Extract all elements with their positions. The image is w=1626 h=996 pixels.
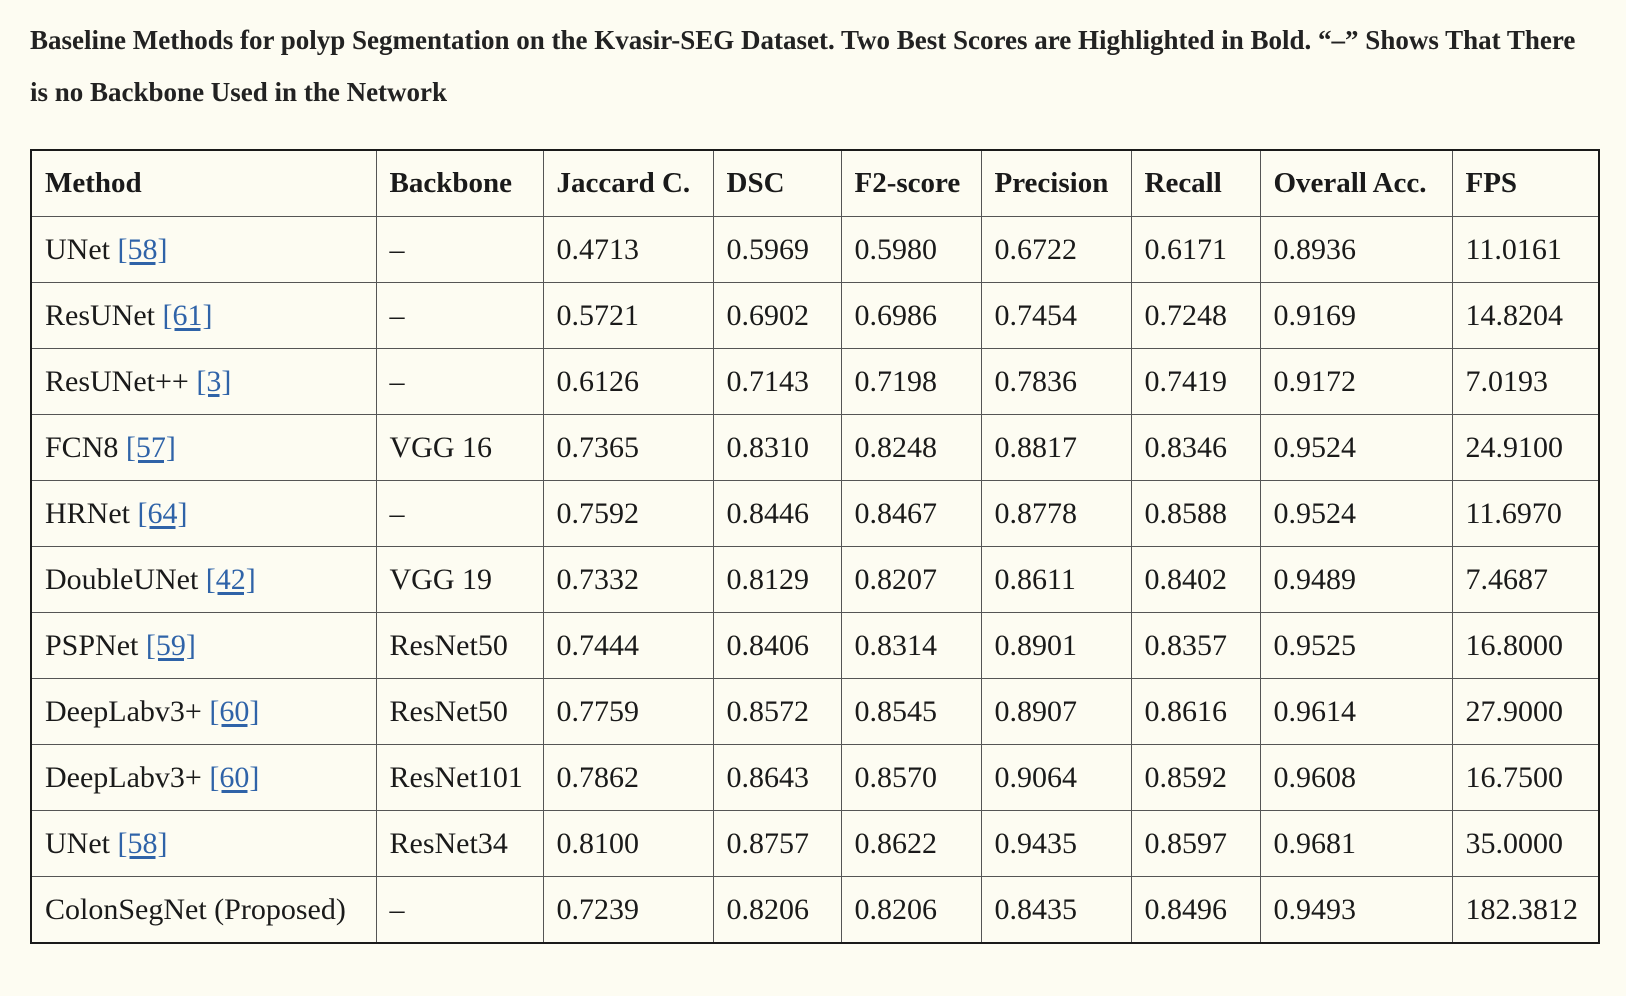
method-name: ResUNet++ bbox=[45, 364, 189, 398]
method-cell bbox=[31, 349, 376, 415]
fps-cell: 182.3812 bbox=[1452, 877, 1599, 944]
backbone-cell: ResNet50 bbox=[376, 613, 543, 679]
overall-acc-cell: 0.9524 bbox=[1260, 415, 1452, 481]
overall-acc-cell: 0.9614 bbox=[1260, 679, 1452, 745]
overall-acc-cell: 0.9489 bbox=[1260, 547, 1452, 613]
recall-cell: 0.8357 bbox=[1131, 613, 1260, 679]
backbone-cell: VGG 16 bbox=[376, 415, 543, 481]
jaccard-cell: 0.4713 bbox=[543, 217, 713, 283]
dsc-cell: 0.7143 bbox=[713, 349, 841, 415]
table-row bbox=[31, 745, 1599, 811]
precision-cell: 0.9064 bbox=[981, 745, 1131, 811]
citation-link[interactable]: [57] bbox=[125, 430, 176, 464]
table-row bbox=[31, 283, 1599, 349]
method-cell bbox=[31, 547, 376, 613]
header-jaccard: Jaccard C. bbox=[543, 150, 713, 217]
jaccard-cell: 0.7592 bbox=[543, 481, 713, 547]
header-recall: Recall bbox=[1131, 150, 1260, 217]
table-row bbox=[31, 217, 1599, 283]
citation-link[interactable]: [58] bbox=[117, 232, 168, 266]
table-body bbox=[31, 217, 1599, 944]
overall-acc-cell: 0.9525 bbox=[1260, 613, 1452, 679]
jaccard-cell: 0.7444 bbox=[543, 613, 713, 679]
table-header-row bbox=[31, 150, 1599, 217]
precision-cell: 0.8611 bbox=[981, 547, 1131, 613]
jaccard-cell: 0.5721 bbox=[543, 283, 713, 349]
method-cell bbox=[31, 481, 376, 547]
jaccard-cell: 0.7862 bbox=[543, 745, 713, 811]
recall-cell: 0.7419 bbox=[1131, 349, 1260, 415]
header-fps: FPS bbox=[1452, 150, 1599, 217]
method-name: PSPNet bbox=[45, 628, 139, 662]
backbone-cell: VGG 19 bbox=[376, 547, 543, 613]
fps-cell: 7.0193 bbox=[1452, 349, 1599, 415]
precision-cell: 0.6722 bbox=[981, 217, 1131, 283]
method-name: DeepLabv3+ bbox=[45, 694, 202, 728]
precision-cell: 0.8817 bbox=[981, 415, 1131, 481]
f2-score-cell: 0.8248 bbox=[841, 415, 981, 481]
overall-acc-cell: 0.9493 bbox=[1260, 877, 1452, 944]
method-name: FCN8 bbox=[45, 430, 119, 464]
table-row bbox=[31, 547, 1599, 613]
recall-cell: 0.6171 bbox=[1131, 217, 1260, 283]
jaccard-cell: 0.6126 bbox=[543, 349, 713, 415]
recall-cell: 0.8597 bbox=[1131, 811, 1260, 877]
jaccard-cell: 0.8100 bbox=[543, 811, 713, 877]
fps-cell: 16.7500 bbox=[1452, 745, 1599, 811]
header-dsc: DSC bbox=[713, 150, 841, 217]
recall-cell: 0.8346 bbox=[1131, 415, 1260, 481]
method-name: ResUNet bbox=[45, 298, 155, 332]
citation-link[interactable]: [60] bbox=[209, 760, 260, 794]
f2-score-cell: 0.5980 bbox=[841, 217, 981, 283]
backbone-cell: ResNet34 bbox=[376, 811, 543, 877]
f2-score-cell: 0.7198 bbox=[841, 349, 981, 415]
backbone-cell: – bbox=[376, 283, 543, 349]
f2-score-cell: 0.8545 bbox=[841, 679, 981, 745]
table-row bbox=[31, 811, 1599, 877]
recall-cell: 0.8588 bbox=[1131, 481, 1260, 547]
f2-score-cell: 0.6986 bbox=[841, 283, 981, 349]
jaccard-cell: 0.7239 bbox=[543, 877, 713, 944]
overall-acc-cell: 0.9608 bbox=[1260, 745, 1452, 811]
table-row bbox=[31, 481, 1599, 547]
method-cell bbox=[31, 679, 376, 745]
overall-acc-cell: 0.9169 bbox=[1260, 283, 1452, 349]
dsc-cell: 0.8206 bbox=[713, 877, 841, 944]
method-cell bbox=[31, 745, 376, 811]
backbone-cell: ResNet50 bbox=[376, 679, 543, 745]
recall-cell: 0.8496 bbox=[1131, 877, 1260, 944]
fps-cell: 11.0161 bbox=[1452, 217, 1599, 283]
backbone-cell: – bbox=[376, 349, 543, 415]
overall-acc-cell: 0.8936 bbox=[1260, 217, 1452, 283]
dsc-cell: 0.8406 bbox=[713, 613, 841, 679]
precision-cell: 0.8901 bbox=[981, 613, 1131, 679]
precision-cell: 0.8435 bbox=[981, 877, 1131, 944]
method-name: ColonSegNet (Proposed) bbox=[45, 892, 346, 926]
citation-link[interactable]: [61] bbox=[162, 298, 213, 332]
precision-cell: 0.7454 bbox=[981, 283, 1131, 349]
dsc-cell: 0.8446 bbox=[713, 481, 841, 547]
f2-score-cell: 0.8207 bbox=[841, 547, 981, 613]
table-row bbox=[31, 415, 1599, 481]
precision-cell: 0.7836 bbox=[981, 349, 1131, 415]
backbone-cell: – bbox=[376, 481, 543, 547]
header-precision: Precision bbox=[981, 150, 1131, 217]
precision-cell: 0.8778 bbox=[981, 481, 1131, 547]
overall-acc-cell: 0.9681 bbox=[1260, 811, 1452, 877]
f2-score-cell: 0.8570 bbox=[841, 745, 981, 811]
method-cell bbox=[31, 217, 376, 283]
citation-link[interactable]: [64] bbox=[137, 496, 188, 530]
method-cell bbox=[31, 877, 376, 944]
f2-score-cell: 0.8206 bbox=[841, 877, 981, 944]
f2-score-cell: 0.8622 bbox=[841, 811, 981, 877]
citation-link[interactable]: [58] bbox=[117, 826, 168, 860]
backbone-cell: – bbox=[376, 877, 543, 944]
method-name: UNet bbox=[45, 826, 110, 860]
table-row bbox=[31, 679, 1599, 745]
overall-acc-cell: 0.9524 bbox=[1260, 481, 1452, 547]
backbone-cell: ResNet101 bbox=[376, 745, 543, 811]
method-cell bbox=[31, 415, 376, 481]
table-row bbox=[31, 349, 1599, 415]
dsc-cell: 0.8757 bbox=[713, 811, 841, 877]
precision-cell: 0.8907 bbox=[981, 679, 1131, 745]
citation-link[interactable]: [42] bbox=[205, 562, 256, 596]
f2-score-cell: 0.8467 bbox=[841, 481, 981, 547]
method-name: UNet bbox=[45, 232, 110, 266]
method-cell bbox=[31, 283, 376, 349]
recall-cell: 0.8402 bbox=[1131, 547, 1260, 613]
recall-cell: 0.7248 bbox=[1131, 283, 1260, 349]
table-caption: Baseline Methods for polyp Segmentation on the Kvasir-SEG Dataset. Two Best Scores are Highlighted in Bold. “–” Shows That There is no Backbone Used in the Network bbox=[30, 25, 1576, 107]
table-row bbox=[31, 877, 1599, 944]
method-cell bbox=[31, 613, 376, 679]
fps-cell: 27.9000 bbox=[1452, 679, 1599, 745]
header-f2-score: F2-score bbox=[841, 150, 981, 217]
jaccard-cell: 0.7759 bbox=[543, 679, 713, 745]
method-name: DoubleUNet bbox=[45, 562, 199, 596]
fps-cell: 35.0000 bbox=[1452, 811, 1599, 877]
overall-acc-cell: 0.9172 bbox=[1260, 349, 1452, 415]
dsc-cell: 0.8310 bbox=[713, 415, 841, 481]
dsc-cell: 0.5969 bbox=[713, 217, 841, 283]
fps-cell: 7.4687 bbox=[1452, 547, 1599, 613]
method-name: DeepLabv3+ bbox=[45, 760, 202, 794]
method-name: HRNet bbox=[45, 496, 130, 530]
f2-score-cell: 0.8314 bbox=[841, 613, 981, 679]
dsc-cell: 0.8129 bbox=[713, 547, 841, 613]
dsc-cell: 0.6902 bbox=[713, 283, 841, 349]
header-overall-acc: Overall Acc. bbox=[1260, 150, 1452, 217]
header-method: Method bbox=[31, 150, 376, 217]
dsc-cell: 0.8643 bbox=[713, 745, 841, 811]
table-row bbox=[31, 613, 1599, 679]
fps-cell: 16.8000 bbox=[1452, 613, 1599, 679]
method-cell bbox=[31, 811, 376, 877]
dsc-cell: 0.8572 bbox=[713, 679, 841, 745]
recall-cell: 0.8592 bbox=[1131, 745, 1260, 811]
precision-cell: 0.9435 bbox=[981, 811, 1131, 877]
header-backbone: Backbone bbox=[376, 150, 543, 217]
citation-link[interactable]: [3] bbox=[196, 364, 232, 398]
citation-link[interactable]: [60] bbox=[209, 694, 260, 728]
jaccard-cell: 0.7365 bbox=[543, 415, 713, 481]
results-table bbox=[30, 149, 1600, 944]
fps-cell: 24.9100 bbox=[1452, 415, 1599, 481]
citation-link[interactable]: [59] bbox=[145, 628, 196, 662]
recall-cell: 0.8616 bbox=[1131, 679, 1260, 745]
fps-cell: 11.6970 bbox=[1452, 481, 1599, 547]
jaccard-cell: 0.7332 bbox=[543, 547, 713, 613]
backbone-cell: – bbox=[376, 217, 543, 283]
fps-cell: 14.8204 bbox=[1452, 283, 1599, 349]
